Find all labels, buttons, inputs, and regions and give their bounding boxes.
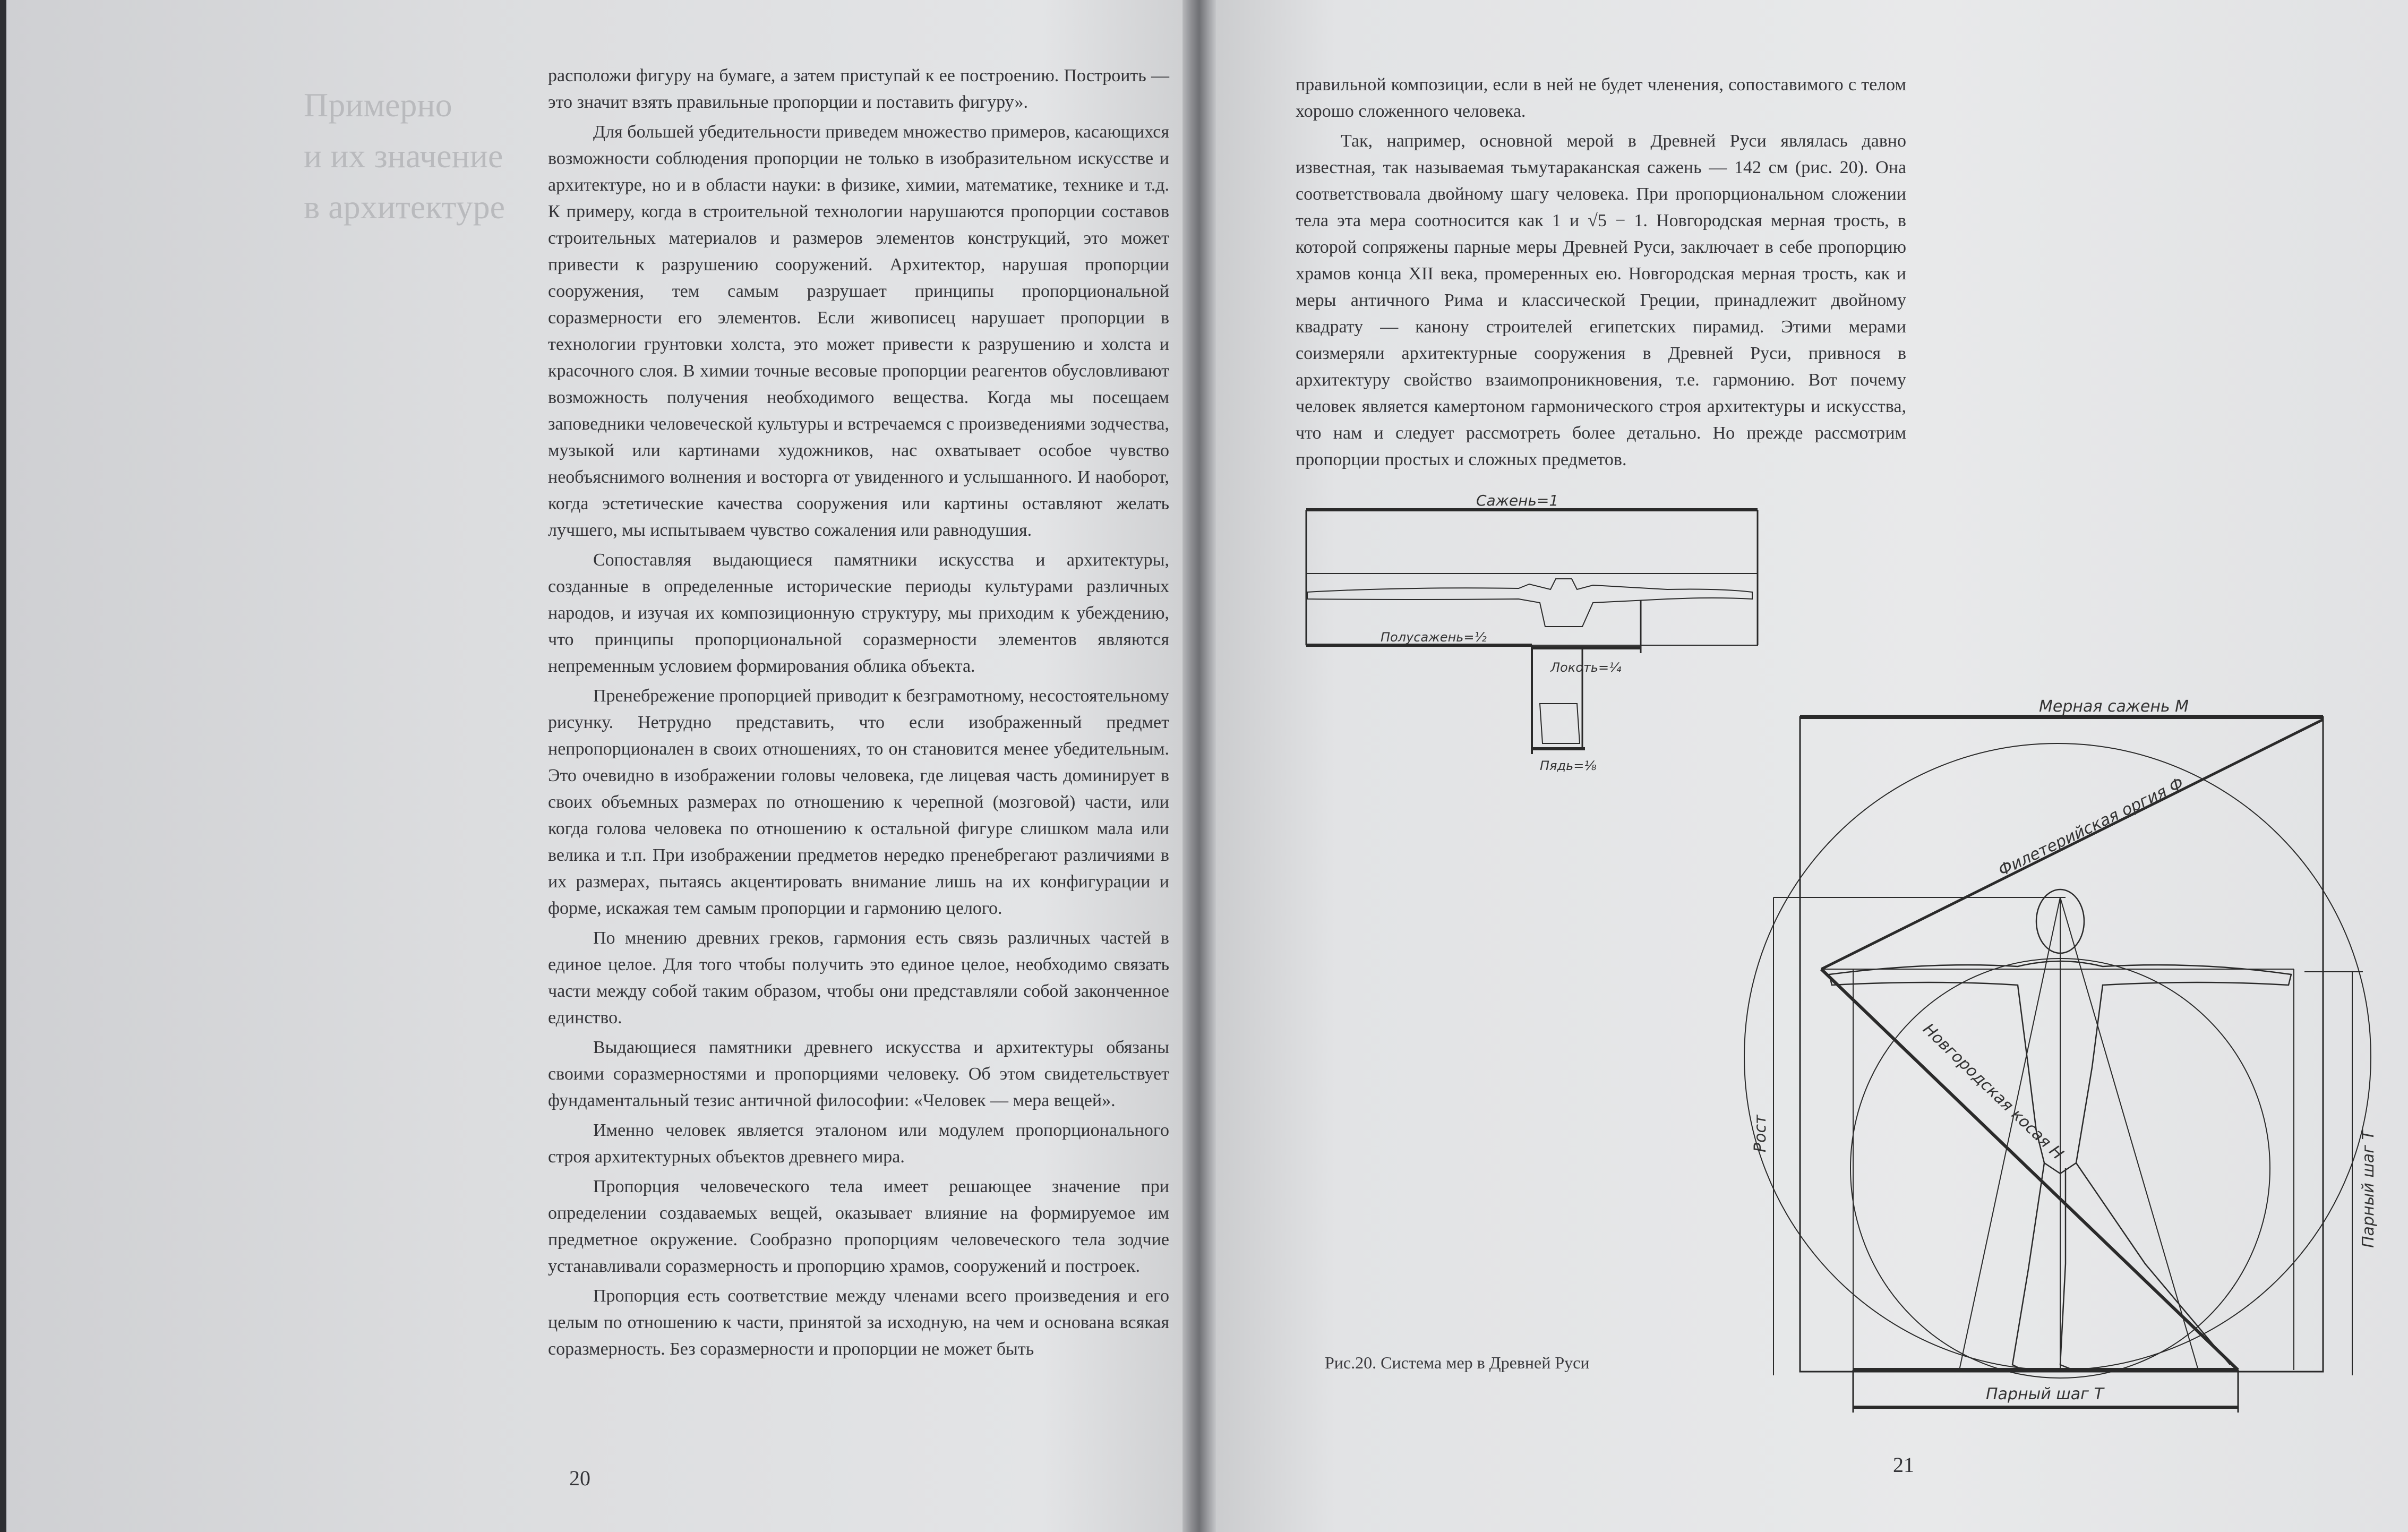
outstretched-arms-figure (1307, 579, 1752, 627)
bleed-line: и их значение (304, 137, 503, 175)
rost-label: Рост (1751, 1115, 1770, 1152)
paragraph: Для большей убедительности приведем множество примеров, касающихся возможности соблюдения пропорции не только в изобразительном искусстве и архитектуре, но и в области науки: в физике, химии, математике, технике и т.д. К примеру, когда в строительной технологии нарушаются пропорции составов строительных материалов и размеров элементов конструкций, это может привести к разрушению сооружений. Архитектор, нарушая пропорции сооружения, тем самым разрушает принципы пропорциональной соразмерности его элементов. Если живописец нарушает пропорции в технологии грунтовки холста, это может привести к разрушению и холста и красочного слоя. В химии точные весовые пропорции реагентов обусловливают возможность получения необходимого вещества. Когда мы посещаем заповедники человеческой культуры и встречаемся с произведениями зодчества, музыкой или картинами художников, нас охватывает особое чувство необъяснимого волнения и восторга от увиденного и услышанного. И наоборот, когда эстетические качества сооружения или картины оставляют желать лучшего, мы испытываем чувство сожаления или равнодушия. (548, 122, 1169, 540)
paragraph: Пренебрежение пропорцией приводит к безграмотному, несостоятельному рисунку. Нетрудно представить, что если изображенный предмет непропорционален в своих отношениях, то он становится менее убедительным. Это очевидно в изображении головы человека, где лицевая часть доминирует в своих объемных размерах по отношению к черепной (мозговой) части, или когда голова человека по отношению к остальной фигуре слишком мала или велика и т.п. При изображении предметов нередко пренебрегают различиями в их размерах, пытаясь акцентировать внимание лишь на их конфигурации и форме, искажая тем самым пропорции и гармонию целого. (548, 686, 1169, 918)
lokot-label: Локоть=¼ (1550, 660, 1622, 675)
hand-figure (1540, 704, 1580, 743)
paragraph: Пропорция есть соответствие между членами всего произведения и его целым по отношению к части, принятой за исходную, на чем и основана всякая соразмерность. Без соразмерности и пропорции не может быть (548, 1286, 1169, 1359)
page-number: 21 (1893, 1453, 1914, 1477)
paragraph: По мнению древних греков, гармония есть связь различных частей в единое целое. Для того чтобы получить это единое целое, необходимо связать части между собой таким образом, чтобы они представляли собой законченное единство. (548, 928, 1169, 1028)
sazhen-label: Сажень=1 (1476, 494, 1559, 509)
paragraph: Именно человек является эталоном или модулем пропорционального строя архитектурных объектов древнего мира. (548, 1120, 1169, 1167)
book-gutter (1182, 0, 1216, 1532)
parny-bottom-label: Парный шаг Т (1986, 1385, 2104, 1403)
left-text-column (548, 63, 1169, 1366)
right-text-column (1296, 72, 1906, 476)
paragraph: расположи фигуру на бумаге, а затем приступай к ее построению. Построить — это значит взять правильные пропорции и поставить фигуру». (548, 66, 1169, 112)
novgorod-diagonal (1821, 969, 2238, 1370)
paragraph: Пропорция человеческого тела имеет решающее значение при определении создаваемых вещей, оказывает влияние на формируемое им предметное окружение. Сообразно пропорциям человеческого тела зодчие устанавливали соразмерность и пропорцию храмов, сооружений и построек. (548, 1177, 1169, 1276)
left-page (6, 0, 1182, 1532)
filetery-label: Филетерийская оргия Ф (1995, 774, 2187, 880)
figure-measure-system (1296, 494, 2395, 1450)
paragraph: Выдающиеся памятники древнего искусства и архитектуры обязаны своими соразмерностями и пропорциями человеку. Об этом свидетельствует фундаментальный тезис античной философии: «Человек — мера вещей». (548, 1038, 1169, 1110)
page-number: 20 (569, 1466, 590, 1490)
figure-caption: Рис.20. Система мер в Древней Руси (1325, 1353, 1590, 1372)
paragraph: Так, например, основной мерой в Древней Руси являлась давно известная, так называемая тьмутараканская сажень — 142 см (рис. 20). Она соответствовала двойному шагу человека. При пропорциональном сложении тела эта мера соотносится как 1 и √5 − 1. Новгородская мерная трость, в которой сопряжены парные меры Древней Руси, заключает в себе пропорцию храмов конца XII века, промеренных ею. Новгородская мерная трость, как и меры античного Рима и классической Греции, принадлежит двойному квадрату — канону строителей египетских пирамид. Этими мерами соизмеряли архитектурные сооружения в Древней Руси, привнося в архитектуру свойство взаимопроникновения, т.е. гармонию. Вот почему человек является камертоном гармонического строя архитектуры и искусства, что нам и следует рассмотреть более детально. Но прежде рассмотрим пропорции простых и сложных предметов. (1296, 131, 1906, 469)
measure-diagram (1296, 494, 2395, 1450)
novgorod-label: Новгородская косая Н (1919, 1020, 2067, 1163)
mernaya-label: Мерная сажень М (2039, 697, 2189, 716)
paragraph: Сопоставляя выдающиеся памятники искусства и архитектуры, созданные в определенные исторические периоды культурами различных народов, и изучая их композиционную структуру, мы приходим к убеждению, что принципы пропорциональной соразмерности элементов являются непременным условием формирования облика объекта. (548, 550, 1169, 676)
pyad-label: Пядь=⅛ (1540, 758, 1597, 773)
bleed-line: Примерно (304, 86, 452, 124)
bleed-line: в архитектуре (304, 188, 505, 226)
parny-vertical-label: Парный шаг Т (2359, 1130, 2378, 1248)
right-page (1216, 0, 2408, 1532)
polsazhen-label: Полусажень=½ (1381, 630, 1487, 645)
bleed-through-text (304, 80, 505, 233)
paragraph: правильной композиции, если в ней не будет членения, сопоставимого с телом хорошо сложенного человека. (1296, 75, 1906, 121)
